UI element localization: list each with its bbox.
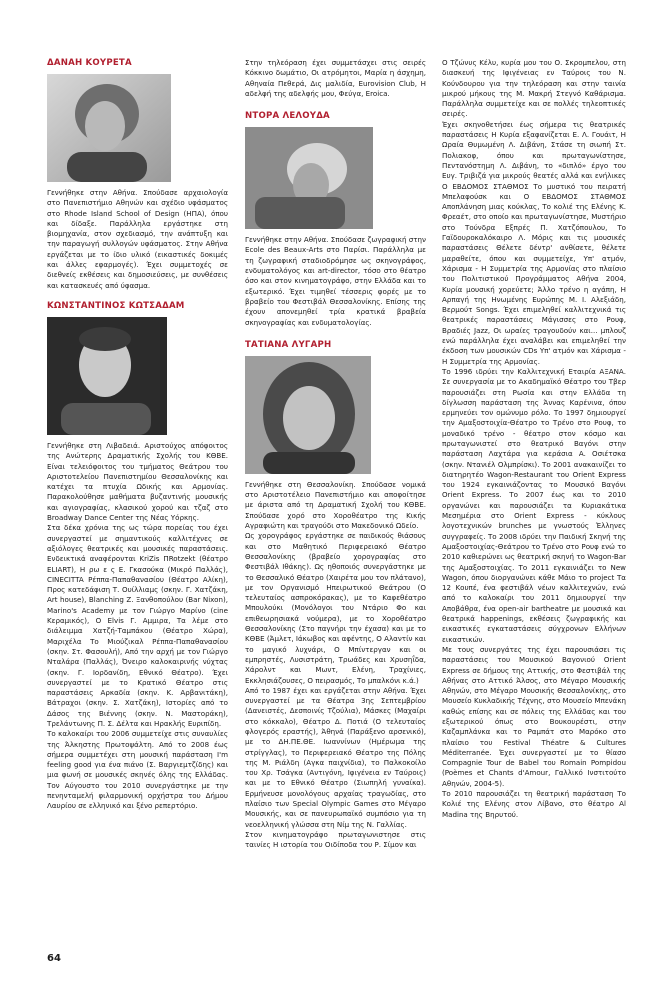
page-number: 64	[47, 953, 61, 964]
bio-paragraph: Ως χορογράφος εργάστηκε σε παιδικούς θιάσους και στο Μαθητικό Περιφερειακό Θέατρο Θεσσαλονίκης (βραβείο χορογραφίας στο Φεστιβάλ Ιθάκης). Ως ηθοποιός συνεργάστηκε με το Θεσσαλικό Θέατρο (Χαιρέτα μου τον πλάτανο), με τον Οργανισμό Ηπειρωτικού Θεάτρου (Ο τελευταίος ασπροκόρακας), με το Καφεθέατρο Μπουλούκι (Μονόλογοι του Ντάριο Φο και επιθεωρησιακά νούμερα), με το Χοροθέατρο Θεσσαλονίκης (Στο παγνήρι την έχασα) και με το ΚΘΒΕ (Άμλετ, Ιάκωβος και αφέντης, Ο Αλαντίν και το μαγικό λυχνάρι, Ο Μπίντεργαν και οι εμπρηστές, Λυσιστράτη, Τρωάδες και Χρυσηΐδα, Χάρολντ και Μωντ, Ελένη, Τραχίνιες, Εκκλησιάζουσες, Ο πειρασμός, Το μπαλκόνι κ.ά.)	[245, 531, 426, 685]
bio-paragraph: Στην τηλεόραση έχει συμμετάσχει στις σειρές Κόκκινο δωμάτιο, Οι ατρόμητοι, Μαρία η άσχημη, Αθηναία Πεθερά, Δις μαλιδία, Eurovision Club, Η αδελφή της αδελφής μου, Φεύγα, Eroica.	[245, 58, 426, 98]
portrait-photo-kotsadam	[47, 317, 167, 435]
profile-name-koureta: ΔΑΝΑΗ ΚΟΥΡΕΤΑ	[47, 58, 132, 68]
bio-paragraph: Γεννήθηκε στη Θεσσαλονίκη. Σπούδασε νομικά στο Αριστοτέλειο Πανεπιστήμιο και αποφοίτησε με άριστα από τη Δραματική Σχολή του ΚΘΒΕ. Σπούδασε χορό στο Χοροθέατρο της Κικής Αγραφιώτη και τραγούδι στο Μακεδονικό Ωδείο.	[245, 479, 426, 531]
bio-paragraph: Το 2010 παρουσιάζει τη θεατρική παράσταση Το Κολιέ της Ελένης στον Λίβανο, στο θέατρο Al Madina της Βηρυτού.	[442, 789, 626, 819]
bio-paragraph: Γεννήθηκε στη Λιβαδειά. Αριστούχος απόφοιτος της Ανώτερης Δραματικής Σχολής του ΚΘΒΕ. Είναι τελειόφοιτος του τμήματος Θεάτρου του Αριστοτελείου Πανεπιστημίου Θεσσαλονίκης και κατέχει τα πτυχία Ωδικής και Αρμονίας. Παρακολούθησε μαθήματα βυζαντινής μουσικής και αγιογραφίας, κλασικού χορού και τζαζ στο Broadway Dance Center της Νέας Υόρκης.	[47, 440, 228, 523]
bio-paragraph: Έχει σκηνοθετήσει έως σήμερα τις θεατρικές παραστάσεις Η Κυρία εξαφανίζεται Ε. Λ. Γουάιτ, Η Ωραία Θυμωμένη Λ. Διβάνη, Στάσε τη σιωπή Στ. Πολιακοφ, όπου και πρωταγωνίστησε, Πεντανόστημη Λ. Διβάνη, το «διπλό» έργο του Ευγ. Τριβιζά για μικρούς θεατές αλλά και ενήλικες Ο ΕΒΔΟΜΟΣ ΣΤΑΘΜΟΣ Το μυστικό του πειρατή Μπελαφούσκ και Ο ΕΒΔΟΜΟΣ ΣΤΑΘΜΟΣ Αποπλάνηση μιας κούκλας, Το κολιέ της Ελένης Κ. Φρεαέτ, στο οποίο και πρωταγωνίστησε, Μυστήριο στο Τούνδρα Εξπρές Π. Χατζόπουλου, Το Γαϊδουροκαλόκαιρο Λ. Μόρις και τις μουσικές παραστάσεις Θέλετε δέντρ' ανθίσετε, θέλετε μαραθείτε, όπου και συμμετείχε, Υπ' ατμόν, Χάρισμα - Η Συμμετρία της Αρμονίας στο πλαίσιο του Πολιτιστικού Προγράμματος Αθήνα 2004, Κυρία μουσική χορεύετε; Άλλο τρένο η αγάπη, Η Αρπαγή της Ηνωμένης Ευρώπης Μ. Ι. Αλεξιάδη, Βερμούτ Songs. Έχει επιμεληθεί καλλιτεχνικά τις θεατρικές παραστάσεις Μάγισσες στο Ρουφ, Βραδιές Jazz, Οι ωραίες τραγουδούν και... μπλουζ ενώ παράλληλα έχει αναλάβει και επιμεληθεί την έκδοση των μουσικών CDs Υπ' ατμόν και Χάρισμα - Η Συμμετρία της Αρμονίας.	[442, 119, 626, 366]
bio-paragraph: Στα δέκα χρόνια της ως τώρα πορείας του έχει συνεργαστεί με σημαντικούς καλλιτέχνες σε αξιόλογες θεατρικές και μουσικές παραστάσεις. Ενδεικτικά αναφέρονται KriZis ΠRotzekt (θέατρο ELIART), Η ρω ε ς Ε. Γκασούκα (Μικρό Παλλάς), CINECITTA Ρέππα-Παπαθανασίου (Θέατρο Αλίκη), Προς κατεδάφιση Τ. Ουίλλιαμς (σκην. Γ. Χατζάκη, Art house), Blanching Ζ. Ξανθοπούλου (Bar Nixon), Marino's Academy με τον Γιώργο Μαρίνο (cine Κεραμικός), Ο Elvis Γ. Αμμιρα, Τα λέμε στο διάλειμμα Χατζή-Ταμπάκου (Θέατρο Χώρα), Μαριχέλα Το Μιούζικαλ Ρέππα-Παπαθανασίου (σκην. Στ. Φασουλή), Από την αρχή με τον Γιώργο Νταλάρα (Παλλάς), Όνειρο καλοκαιρινής νύχτας (σκην. Γ. Ιορδανίδη, Εθνικό Θέατρο). Έχει συνεργαστεί με το Κρατικό Θέατρο στις παραστάσεις Αρκαδία (σκην. Κ. Αρβανιτάκη), Βάτραχοι (σκην. Σ. Χατζάκη), Ιστορίες από το Δάσος της Βιέννης (σκην. Ν. Μαστοράκη), Τρελάντωνης Π. Σ. Δέλτα και Ηρακλής Ευριπίδη.	[47, 523, 228, 728]
bio-paragraph: Το καλοκαίρι του 2006 συμμετείχε στις συναυλίες της Άλκηστης Πρωτοψάλτη. Από το 2008 έως σήμερα συμμετέχει στη μουσική παράσταση I'm feeling good για ένα πιάνο (Σ. Βαργιεμτζίδης) και μια φωνή σε μουσικές σκηνές όλης της Ελλάδας. Τον Αύγουστο του 2010 συνεργάστηκε με την πενηνταμελή φιλαρμονική ορχήστρα του Δήμου Λαυρίου σε ελληνικό και ξένο ρεπερτόριο.	[47, 729, 228, 811]
portrait-photo-koureta	[47, 74, 171, 182]
profile-name-kotsadam: ΚΩΝΣΤΑΝΤΙΝΟΣ ΚΩΤΣΑΔΑΜ	[47, 300, 185, 311]
profile-name-lelouda: ΝΤΟΡΑ ΛΕΛΟΥΔΑ	[245, 111, 330, 122]
bio-paragraph: Στον κινηματογράφο πρωταγωνιστησε στις ταινίες Η ιστορία του Οιδίποδα του Ρ. Σίμον και	[245, 829, 426, 850]
bio-paragraph: Το 1996 ιδρύει την Καλλιτεχνική Εταιρία ΑΞΑΝΑ. Σε συνεργασία με το Ακαδημαϊκό Θέατρο του Τβερ παρουσιάζει στη Ρωσία και στην Ελλάδα τη δίγλωσση παράσταση της Άννας Καρένινα, όπου ερμηνεύει τον ομώνυμο ρόλο. Το 1997 δημιουργεί την Αμαξοστοιχία-Θέατρο το Τρένο στο Ρουφ, το μοναδικό τρένο - θέατρο στον κόσμο και πρωταγωνιστεί στο θεατρικό Βαγόνι στην παράσταση Λαχτάρα για κεράσια Α. Οσιέτσκα (σκην. Ντανιέλ Ολμπρίσκι). Το 2001 ανακαινίζει το διατηρητέο Wagon-Restaurant του Orient Express του 1924 εγκαινιάζοντας το Μουσικό Βαγόνι Orient Express. Το 2007 έως και το 2010 οργανώνει και παρουσιάζει τα Κυριακάτικα Μεσημέρια στο Orient Express - κύκλους λογοτεχνικών brunches με γνωστούς Έλληνες συγγραφείς. Το 2008 ιδρύει την Παιδική Σκηνή της Αμαξοστοιχίας-Θεάτρου το Τρένο στο Ρουφ ενώ το 2010 καθιερώνει ως θεατρική σκηνή το Wagon-Bar της Αμαξοστοιχίας. Το 2011 εγκαινιάζει το New Wagon, όπου διοργανώνει κάθε Μάιο το project Τα 12 Κουπέ, ένα φεστιβάλ νέων καλλιτεχνών, ενώ από το καλοκαίρι του 2011 δημιουργεί την Αποβάθρα, ένα open-air bartheatre με μουσικά και θεατρικά happenings, εκθέσεις ζωγραφικής και εικαστικές εγκαταστάσεις σύγχρονων Ελλήνων εικαστικών.	[442, 366, 626, 644]
bio-paragraph: Από το 1987 έχει και εργάζεται στην Αθήνα. Έχει συνεργαστεί με τα Θέατρα 3ης Σεπτεμβρίου (Δανειστές, Δεσποινίς Τζούλια), Μάσκες (Μαχαίρι στο κόκκαλο), Θέατρο Δ. Ποτιά (Ο τελευταίος φλογερός εραστής), Άθηνά (Παράξενο αρσενικό), με το ΔΗ.ΠΕ.ΘΕ. Ιωαννίνων (Ημέρωμα της στρίγγλας), το Περιφερειακό Θέατρο της Πόλης της Μ. Ριάλδη (Αγκα παιχνίδια), το Παλκοκοίλο του Χρ. Τσάγκα (Αντιγόνη, Ιφιγένεια εν Ταύροις) και με το Εθνικό Θέατρο (Σιωπηλή γυναίκα). Ερμήνευσε μονολόγους αρχαίας τραγωδίας, στο πλαίσιο των Special Olympic Games στο Μέγαρο Μουσικής, και σε πανευρωπαϊκό συμπόσιο για τη νεοελληνική γλώσσα στη Νίμ της Ν. Γαλλίας.	[245, 685, 426, 829]
bio-paragraph: Με τους συνεργάτες της έχει παρουσιάσει τις παραστάσεις του Μουσικού Βαγονιού Orient Express σε δήμους της Αττικής, στο Φεστιβάλ της Αθήνας στο Αττικό Άλσος, στο Μέγαρο Μουσικής Αθηνών, στο Μέγαρο Μουσικής Θεσσαλονίκης, στο Μουσείο Κυκλαδικής Τέχνης, στο Μουσείο Μπενάκη καθώς επίσης και σε πόλεις της Ελλάδας και του εξωτερικού όπως στο Βουκουρέστι, στην Καζαμπλάνκα και το Ραμπάτ στο Μαρόκο στο πλαίσιο του Festival Théatre & Cultures Méditerranée. Έχει συνεργαστεί με το θίασο Compagnie Tour de Babel του Romain Pompidou (Poèmes et Chants d'Amour, Γαλλικό Ινστιτούτο Αθηνών, 2004-5).	[442, 644, 626, 788]
bio-paragraph: Ο Τζώνυς Κέλυ, κυρία μου του Ο. Σκρομπελου, στη διασκευή της Ιφιγένειας εν Ταύροις του Ν. Κούνδουρου για την τηλεόραση και στην ταινία μικρού μήκους της Μ. Μακρή Στεγνό Καθάρισμα. Παράλληλα συμμετείχε και σε πολλές τηλεοπτικές σειρές.	[442, 58, 626, 119]
portrait-photo-lygari	[245, 356, 371, 474]
profile-name-lygari: ΤΑΤΙΑΝΑ ΛΥΓΑΡΗ	[245, 339, 332, 350]
column-right	[442, 58, 626, 820]
bio-paragraph: Γεννήθηκε στην Αθήνα. Σπούδασε ζωγραφική στην Ecole des Beaux-Arts στο Παρίσι. Παράλληλα με τη ζωγραφική σταδιοδρόμησε ως σκηνογράφος, ενδυματολόγος και art-director, τόσο στο θέατρο όσο και στον κινηματογράφο, στην Ελλάδα και το εξωτερικό. Έχει τιμηθεί τέσσερις φορές με το βραβείο του Φεστιβάλ Θεσσαλονίκης. Επίσης της έχουν απονεμηθεί τρία κρατικά βραβεία σκηνογραφίας και ενδυματολογίας.	[245, 235, 426, 327]
bio-paragraph: Γεννήθηκε στην Αθήνα. Σπούδασε αρχαιολογία στο Πανεπιστήμιο Αθηνών και σχέδιο υφάσματος στο Rhode Island School of Design (ΗΠΑ), όπου και δίδαξε. Παράλληλα εργάστηκε στη βιομηχανία, στον σχεδιασμό, την ανάπτυξη και την παραγωγή συλλογών υφάσματος. Στην Αθήνα εργάζεται με το ίδιο υλικό (εικαστικές δοκιμές και άλλες εφαρμογές). Έχει συμμετοχές σε διεθνείς εκθέσεις και δημοσιεύσεις, με συνθέσεις και κατασκευές από ύφασμα.	[47, 188, 228, 290]
portrait-photo-lelouda	[245, 127, 373, 229]
column-middle	[245, 58, 426, 851]
column-left	[47, 58, 228, 812]
